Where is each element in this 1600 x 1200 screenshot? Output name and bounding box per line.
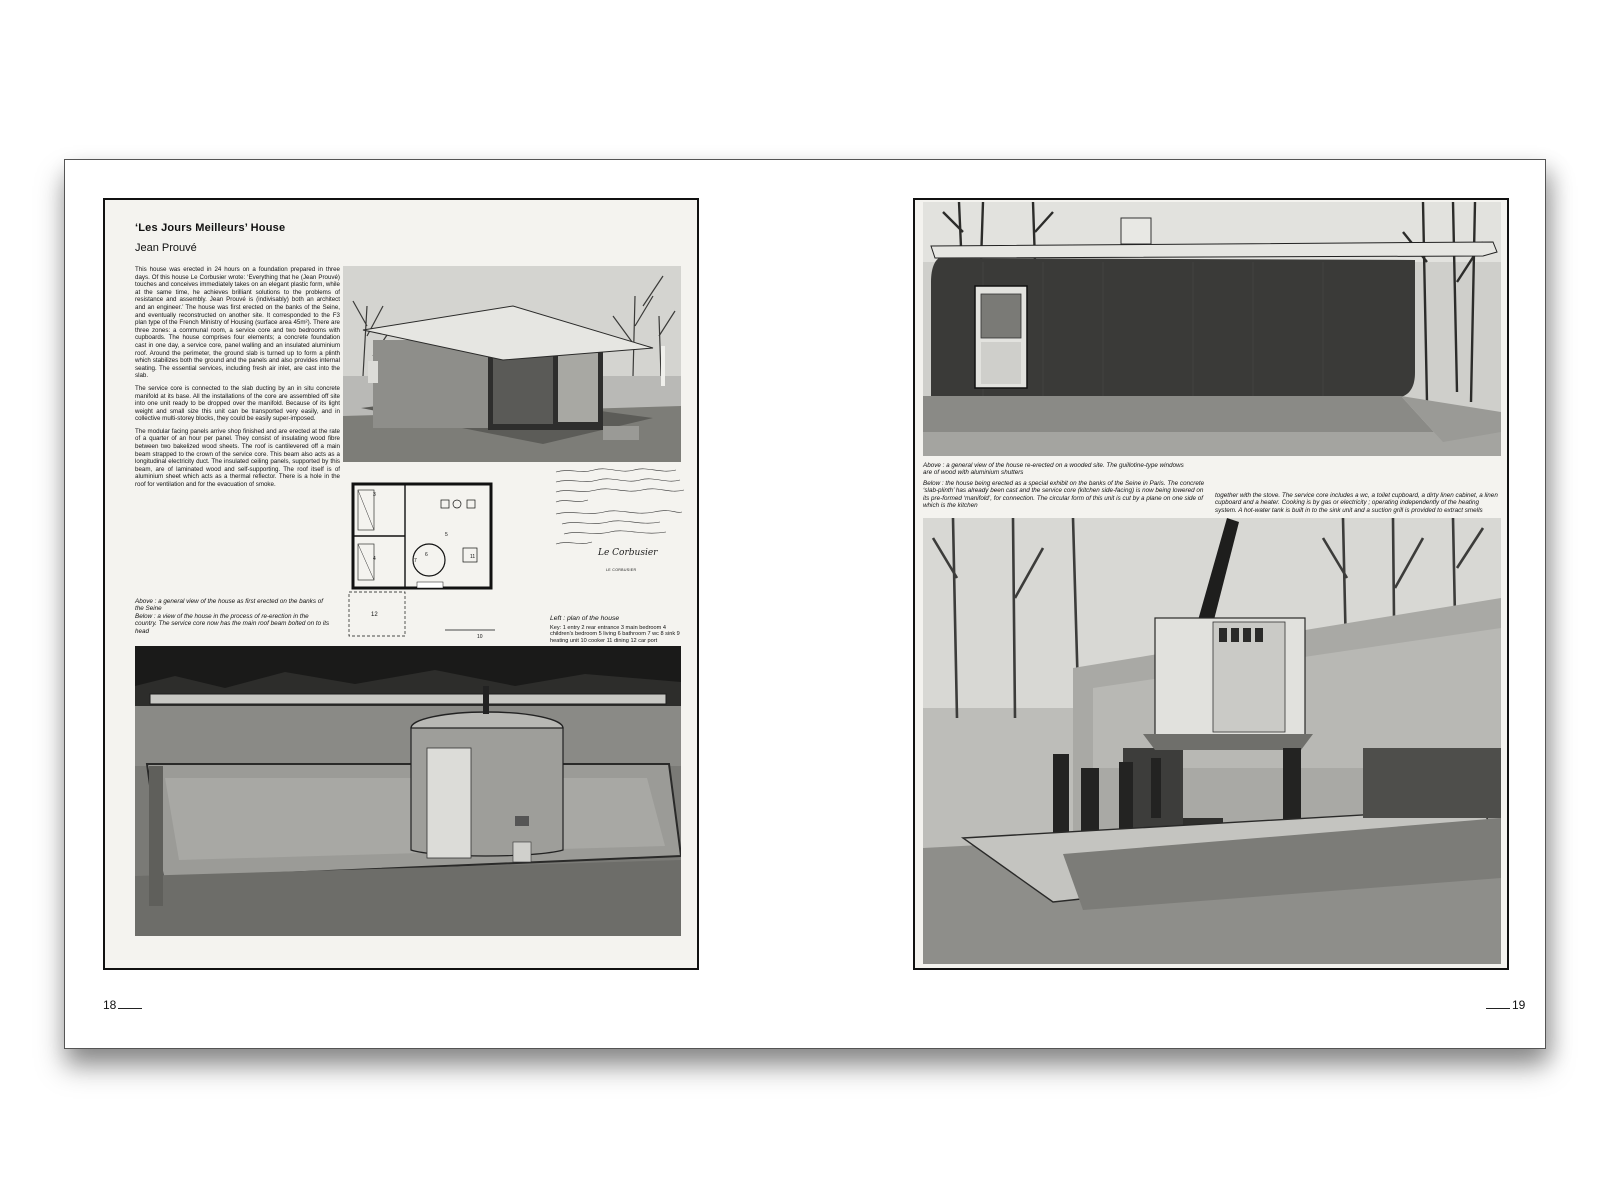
photo-house-wooded-site: [923, 202, 1501, 456]
caption-below-b: together with the stove. The service core includes a wc, a toilet cupboard, a dirty linen cabinet, a linen cupboard and a heater. Cooking is by gas or electricity ; operating independently of the heating system. A hot-water tank is built in to the sink unit and a suction grill is provided to extract smells: [1215, 492, 1498, 514]
left-page: [103, 198, 699, 970]
caption-left-photos: [135, 598, 330, 635]
photo-house-seine: [343, 266, 681, 462]
article-author: Jean Prouvé: [135, 242, 197, 254]
signature-label: LE CORBUSIER: [606, 568, 637, 572]
plan-key: [550, 616, 690, 644]
svg-text:4: 4: [373, 556, 376, 562]
plan-key-text: Key: 1 entry 2 rear entrance 3 main bedroom 4 children's bedroom 5 living 6 bathroom 7 wc 8 sink 9 heating unit 10 cooker 11 dining 12 car port: [550, 624, 680, 644]
body-paragraph: This house was erected in 24 hours on a foundation prepared in three days. Of this house Le Corbusier wrote: ‘Everything that he (Jean Prouvé) touches and conceives immediately takes on an elegant plastic form, while at the same time, he achieves brilliant solutions to the problems of resistance and assembly. Jean Prouvé is (indivisably) both an architect and an engineer.’ The house was first erected on the banks of the Seine, and eventually reconstructed on another site. It corresponded to the F3 plan type of the French Ministry of Housing (surface area 45m²). There are three zones: a communal room, a service core and two bedrooms with cupboards. The house comprises four elements; a concrete foundation cast in one day, a service core, panel walling and an insulated aluminium roof. Around the perimeter, the ground slab is turned up to form a plinth which stabilizes both the ground and the panels and also provides internal seating. The essential services, including fresh air inlet, are cast into the slab.: [135, 266, 340, 380]
body-paragraph: The service core is connected to the slab ducting by an in situ concrete manifold at its base. All the installations of the core are assembled off site into one unit ready to be dropped over the manifold. Because of its light weight and small size this unit can be transported very easily, and in collective multi-storey blocks, they could be easily super-imposed.: [135, 384, 340, 423]
photo-service-core: [135, 646, 681, 936]
caption-below-a: Below : the house being erected as a special exhibit on the banks of the Seine in Paris. The concrete ‘slab-plinth’ has already been cast and the service core (kitchen side-facing) is now being lowered on its pre-formed ‘manifold’, for connection. The circular form of this unit is cut by a plane on one side of which is the kitchen: [923, 480, 1205, 510]
floor-plan: [345, 464, 535, 642]
page-number-left: [103, 998, 144, 1012]
article-title: ‘Les Jours Meilleurs’ House: [135, 222, 286, 234]
signature: Le Corbusier: [598, 548, 658, 558]
body-paragraph: The modular facing panels arrive shop finished and are erected at the rate of a quarter of an hour per panel. They consist of insulating wood fibre between two bakelized wood sheets. The roof is cantilevered off a main beam strapped to the crown of the service core. This beam also acts as a longitudinal electricity duct. The insulated ceiling panels, supported by this beam, are of laminated wood and self-supporting. The roof itself is of aluminium sheet which acts as a thermal reflector. There is a hole in the roof for ventilation and for the evacuation of smoke.: [135, 427, 340, 489]
svg-text:7: 7: [414, 558, 417, 564]
page-number-left-text: 18: [103, 998, 117, 1012]
svg-text:10: 10: [477, 634, 483, 640]
svg-text:6: 6: [425, 552, 428, 558]
handwritten-note: [550, 464, 690, 582]
article-body: [135, 266, 340, 494]
caption-below: Below : a view of the house in the process of re-erection in the country. The service core now has the main roof beam bolted on to its head: [135, 612, 330, 635]
page-number-right: [1484, 998, 1525, 1012]
page-number-right-text: 19: [1512, 998, 1526, 1012]
svg-text:12: 12: [371, 612, 378, 618]
photo-crane-service-core: [923, 518, 1501, 964]
book-spread: [64, 159, 1546, 1049]
svg-text:5: 5: [445, 532, 448, 538]
plan-caption: Left : plan of the house: [550, 615, 620, 622]
caption-above: Above : a general view of the house as first erected on the banks of the Seine: [135, 598, 323, 613]
right-page: [913, 198, 1509, 970]
svg-text:3: 3: [373, 492, 376, 498]
caption-top: Above : a general view of the house re-erected on a wooded site. The guillotine-type windows are of wood with aluminium shutters: [923, 462, 1184, 477]
svg-text:11: 11: [470, 554, 476, 560]
